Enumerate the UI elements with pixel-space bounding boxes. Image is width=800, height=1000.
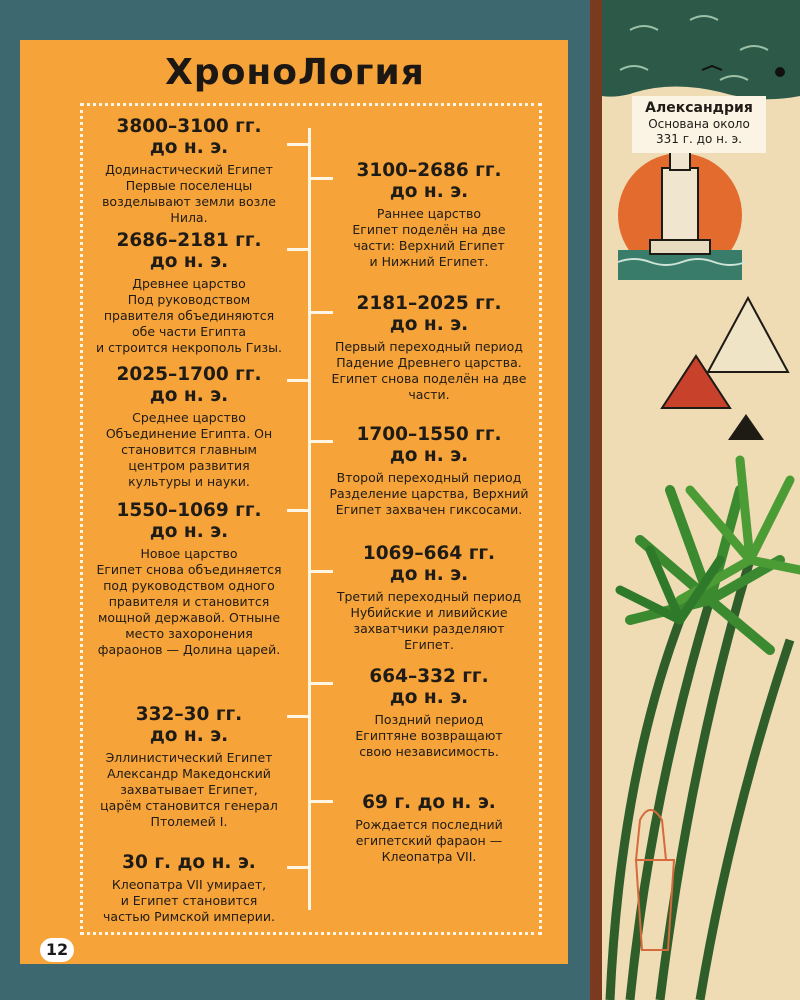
timeline-entry-right: 664–332 гг. до н. э. Поздний период Египтяне возвращают свою независимость.: [355, 666, 503, 759]
lighthouse-top: [670, 150, 690, 170]
pyramid-icon: [728, 414, 764, 440]
timeline-entry-left: 1550–1069 гг. до н. э. Новое царство Египет снова объединяется под руководством одного правителя и становится мощной державой. Отныне место захоронения фараонов — Долина царей.: [96, 500, 282, 657]
timeline-entry-left: 2686–2181 гг. до н. э. Древнее царство Под руководством правителя объединяются обе части Египта и строится некрополь Гизы.: [96, 230, 282, 355]
bird-icon: [775, 67, 785, 77]
page-title: ХроноЛогия: [165, 52, 425, 93]
timeline-entry-right: 1069–664 гг. до н. э. Третий переходный период Нубийские и ливийские захватчики разделяют Египет.: [336, 543, 522, 652]
timeline-entry-right: 2181–2025 гг. до н. э. Первый переходный период Падение Древнего царства. Египет снова поделён на две части.: [331, 293, 527, 402]
sea-shape: [602, 0, 800, 99]
timeline-entry-right: 69 г. до н. э. Рождается последний египетский фараон — Клеопатра VII.: [355, 792, 503, 864]
lighthouse-base: [650, 240, 710, 254]
timeline-spine: [308, 128, 311, 910]
timeline-entry-right: 1700–1550 гг. до н. э. Второй переходный период Разделение царства, Верхний Египет захвачен гиксосами.: [329, 424, 529, 517]
timeline-entry-left: 3800–3100 гг. до н. э. Додинастический Египет Первые поселенцы возделывают земли возле Нила.: [102, 116, 276, 225]
palm-trunks: [610, 560, 790, 1000]
lighthouse-icon: [662, 168, 698, 250]
timeline-entry-left: 2025–1700 гг. до н. э. Среднее царство Объединение Египта. Он становится главным центром развития культуры и науки.: [105, 364, 273, 489]
timeline-entry-left: 30 г. до н. э. Клеопатра VII умирает, и Египет становится частью Римской империи.: [103, 852, 275, 924]
timeline-entry-left: 332–30 гг. до н. э. Эллинистический Египет Александр Македонский захватывает Египет, царём становится генерал Птолемей I.: [100, 704, 278, 829]
pyramid-icon: [708, 298, 788, 372]
alexandria-label: Александрия Основана около 331 г. до н. э.: [632, 96, 766, 153]
page-number: 12: [40, 938, 74, 962]
timeline-entry-right: 3100–2686 гг. до н. э. Раннее царство Египет поделён на две части: Верхний Египет и Нижний Египет.: [352, 160, 506, 269]
